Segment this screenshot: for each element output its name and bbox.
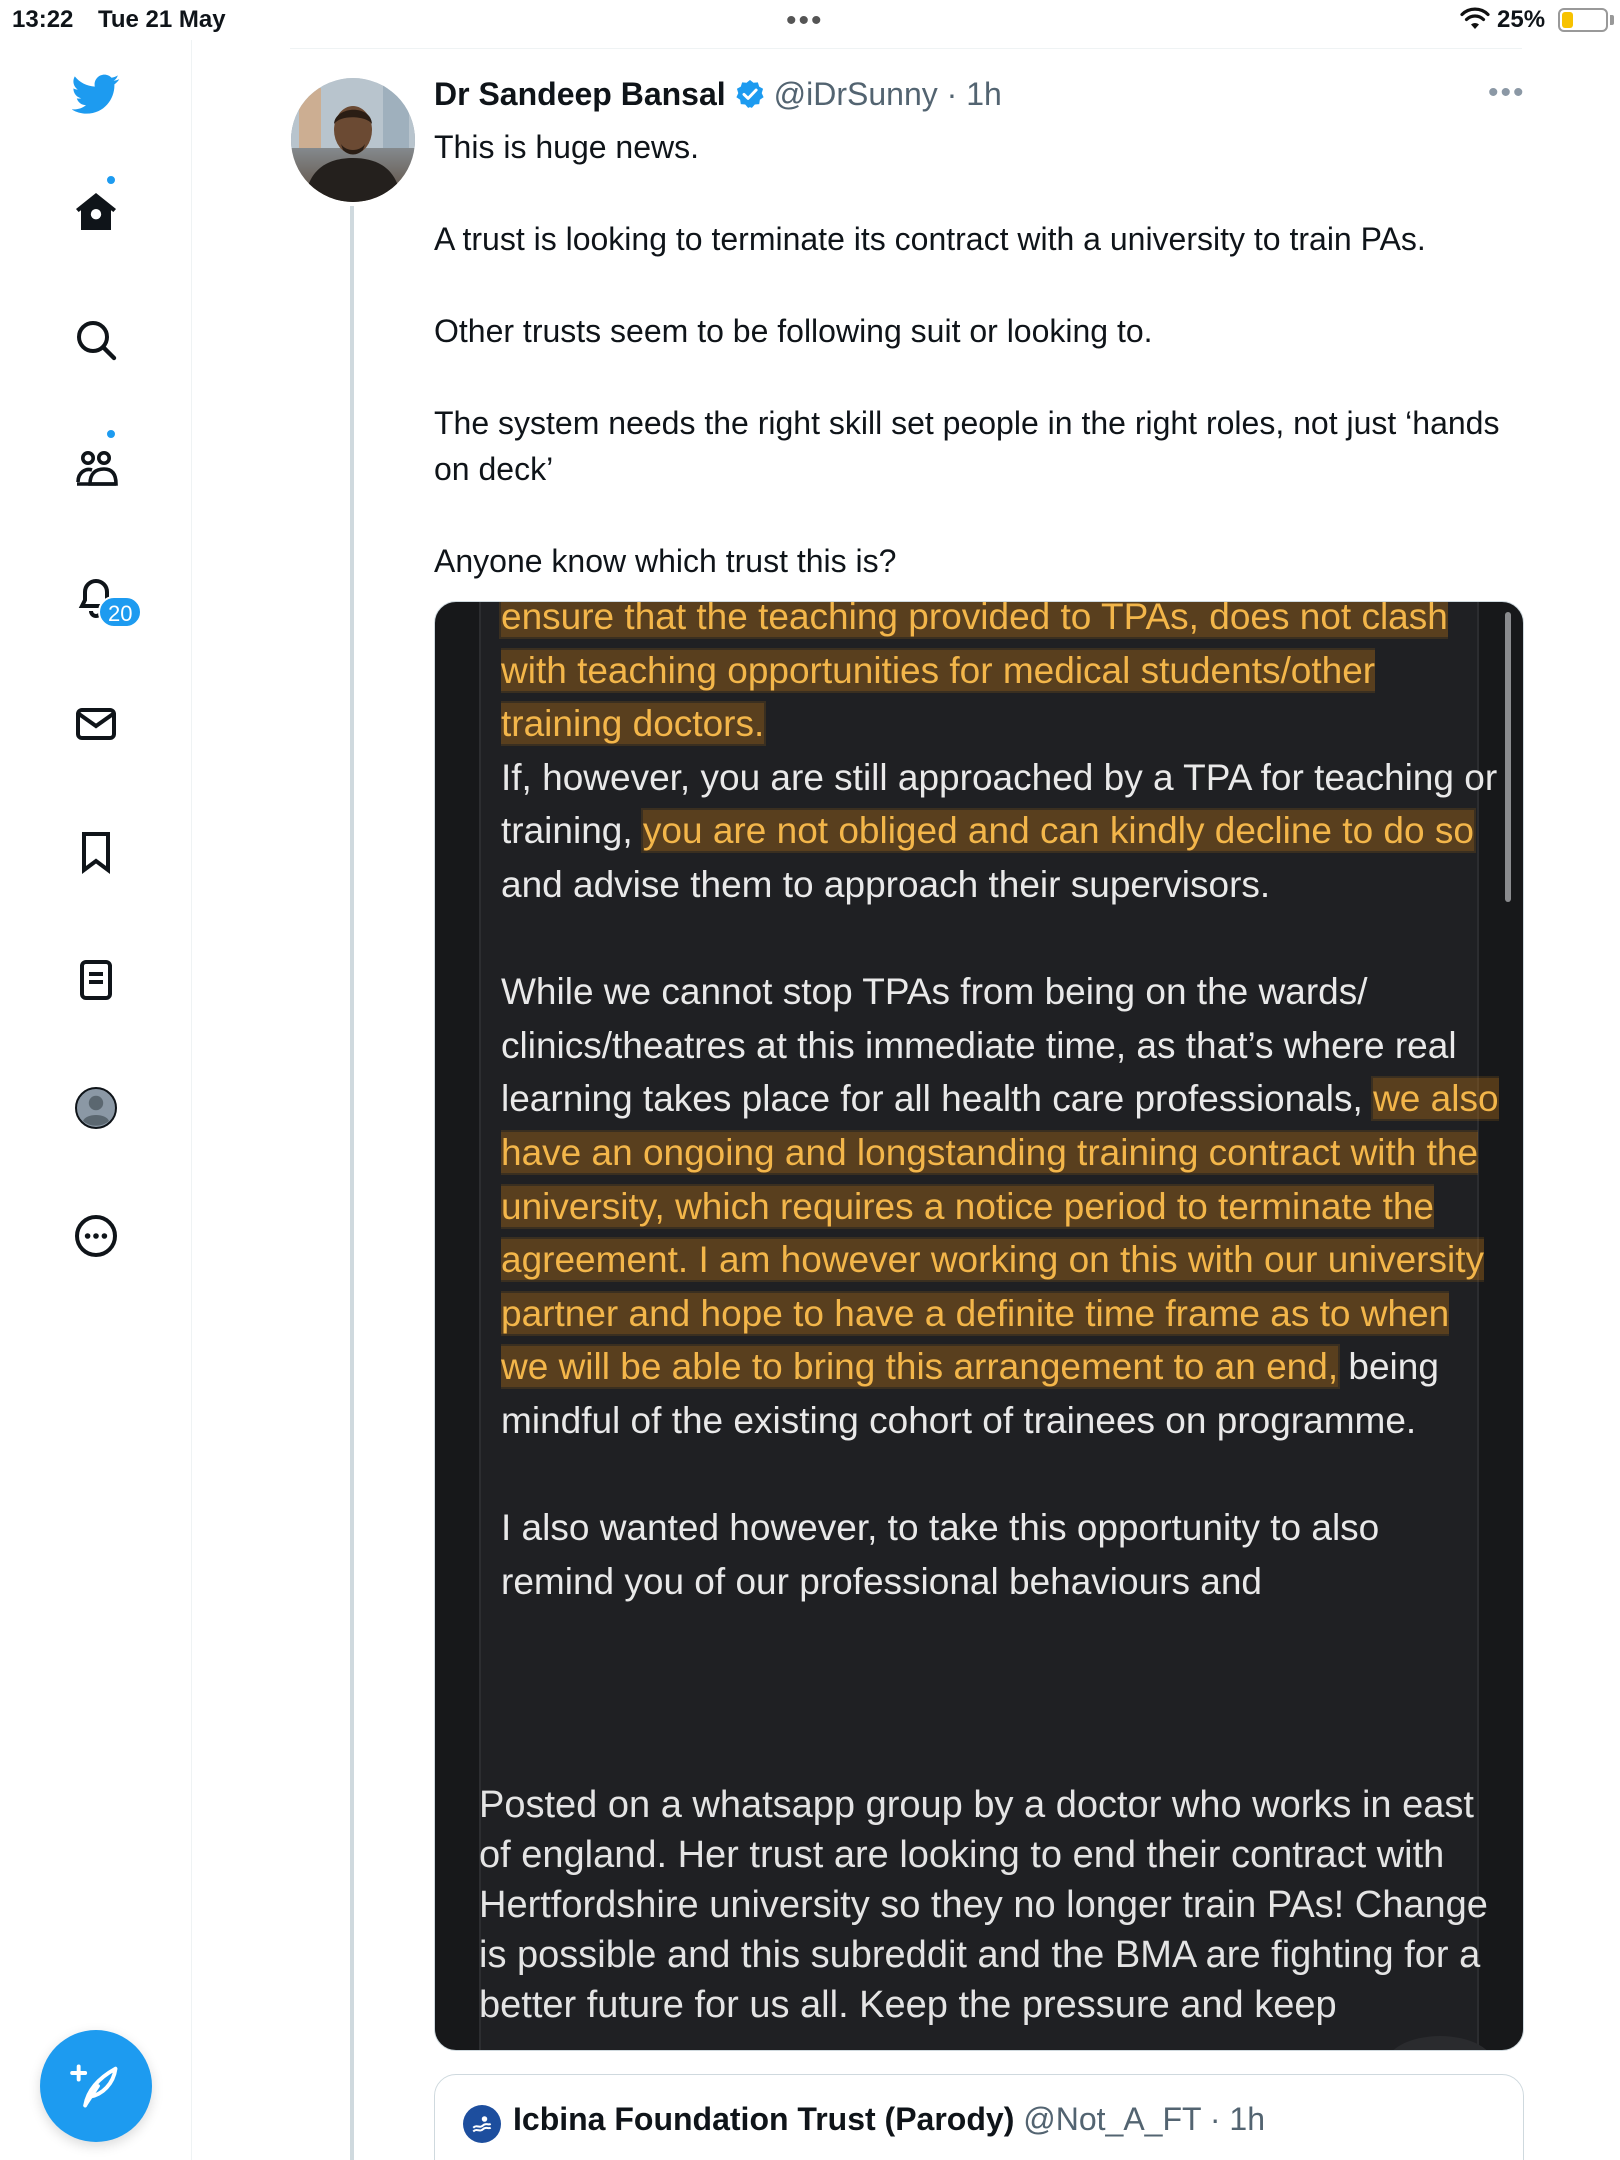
tweet-paragraph: A trust is looking to terminate its contract with a university to train PAs. [434, 221, 1426, 257]
doc-highlight: we also have an ongoing and longstanding training contract with the university, which requires a notice period to terminate the agreement. I am however working on this with our university partner and hope to have a definite time frame as to when we will be able to bring this arrangement to an end, [501, 1078, 1499, 1388]
status-time: 13:22 [12, 6, 74, 33]
status-bar [0, 0, 1620, 40]
quoted-author-name[interactable]: Icbina Foundation Trust (Parody) [513, 2101, 1015, 2137]
battery-fill [1562, 12, 1573, 28]
media-caption: Posted on a whatsapp group by a doctor who works in east of england. Her trust are looking to end their contract with Hertfordshire university so they no longer train PAs! Change is possible and this subreddit and the BMA are fighting for a better future for us all. Keep the pressure and keep [479, 1784, 1488, 2026]
tweet-media-image[interactable] [434, 601, 1524, 2051]
author-avatar[interactable] [291, 78, 415, 202]
multitasking-dots-icon[interactable]: ••• [786, 4, 824, 37]
tweet-header [434, 72, 1002, 116]
lists-icon[interactable] [68, 952, 124, 1008]
doc-text: If, however, you are still approached by a TPA for teaching or training, [501, 756, 1498, 852]
quoted-author-handle-time[interactable]: @Not_A_FT · 1h [1023, 2101, 1265, 2137]
home-icon[interactable] [68, 184, 124, 240]
author-photo [291, 78, 415, 202]
doc-paragraph-4: I also wanted however, to take this opportunity to also remind you of our professional behaviours and [501, 1507, 1380, 1602]
battery-percent: 25% [1497, 6, 1546, 33]
doc-paragraph-1 [501, 601, 1501, 751]
tweet-paragraph: Other trusts seem to be following suit or looking to. [434, 313, 1153, 349]
verified-badge-icon [734, 78, 766, 110]
doc-highlight: ensure that the teaching provided to TPAs, does not clash with teaching opportunities for medical students/other training doctors. [501, 601, 1448, 744]
media-scrollbar [1505, 612, 1511, 902]
doc-text: and advise them to approach their supervisors. [501, 863, 1271, 905]
media-document-text [501, 601, 1501, 1608]
sidebar-nav [0, 40, 192, 2160]
quoted-author-logo-icon [467, 2109, 497, 2139]
home-notification-dot [105, 174, 117, 186]
tweet-paragraph: Anyone know which trust this is? [434, 543, 897, 579]
battery-icon [1558, 8, 1608, 32]
bookmarks-icon[interactable] [68, 824, 124, 880]
doc-text: While we cannot stop TPAs from being on the wards/ clinics/theatres at this immediate time, as that’s where real learning takes place for all health care professionals, [501, 971, 1457, 1120]
tweet-text [434, 124, 1524, 584]
notifications-badge: 20 [98, 596, 142, 628]
communities-icon[interactable] [68, 440, 124, 496]
twitter-logo-icon[interactable] [68, 66, 124, 122]
communities-notification-dot [105, 428, 117, 440]
doc-paragraph-2 [501, 751, 1501, 912]
compose-feather-icon [70, 2060, 122, 2112]
thread-connector-line [350, 206, 354, 2160]
tweet-more-icon[interactable]: ••• [1488, 76, 1526, 109]
doc-highlight: you are not obliged and can kindly decline to do so [642, 810, 1474, 852]
quoted-author-avatar[interactable] [463, 2105, 501, 2143]
status-date: Tue 21 May [98, 6, 226, 33]
doc-paragraph-3 [501, 965, 1501, 1447]
author-handle-time[interactable]: @iDrSunny · 1h [773, 75, 1002, 112]
tweet-paragraph: This is huge news. [434, 129, 700, 165]
wifi-icon [1460, 7, 1490, 31]
tweet-paragraph: The system needs the right skill set people in the right roles, not just ‘hands on deck’ [434, 405, 1500, 487]
profile-icon[interactable] [68, 1080, 124, 1136]
messages-icon[interactable] [68, 696, 124, 752]
compose-tweet-button[interactable] [40, 2030, 152, 2142]
doc-text: being mindful of the existing cohort of trainees on programme. [501, 1346, 1439, 1441]
timeline-divider [290, 48, 1522, 49]
search-icon[interactable] [68, 312, 124, 368]
quoted-tweet-header [513, 2101, 1265, 2138]
more-icon[interactable] [68, 1208, 124, 1264]
author-name[interactable]: Dr Sandeep Bansal [434, 75, 726, 112]
quoted-tweet[interactable] [434, 2074, 1524, 2160]
battery-nub [1610, 15, 1614, 25]
